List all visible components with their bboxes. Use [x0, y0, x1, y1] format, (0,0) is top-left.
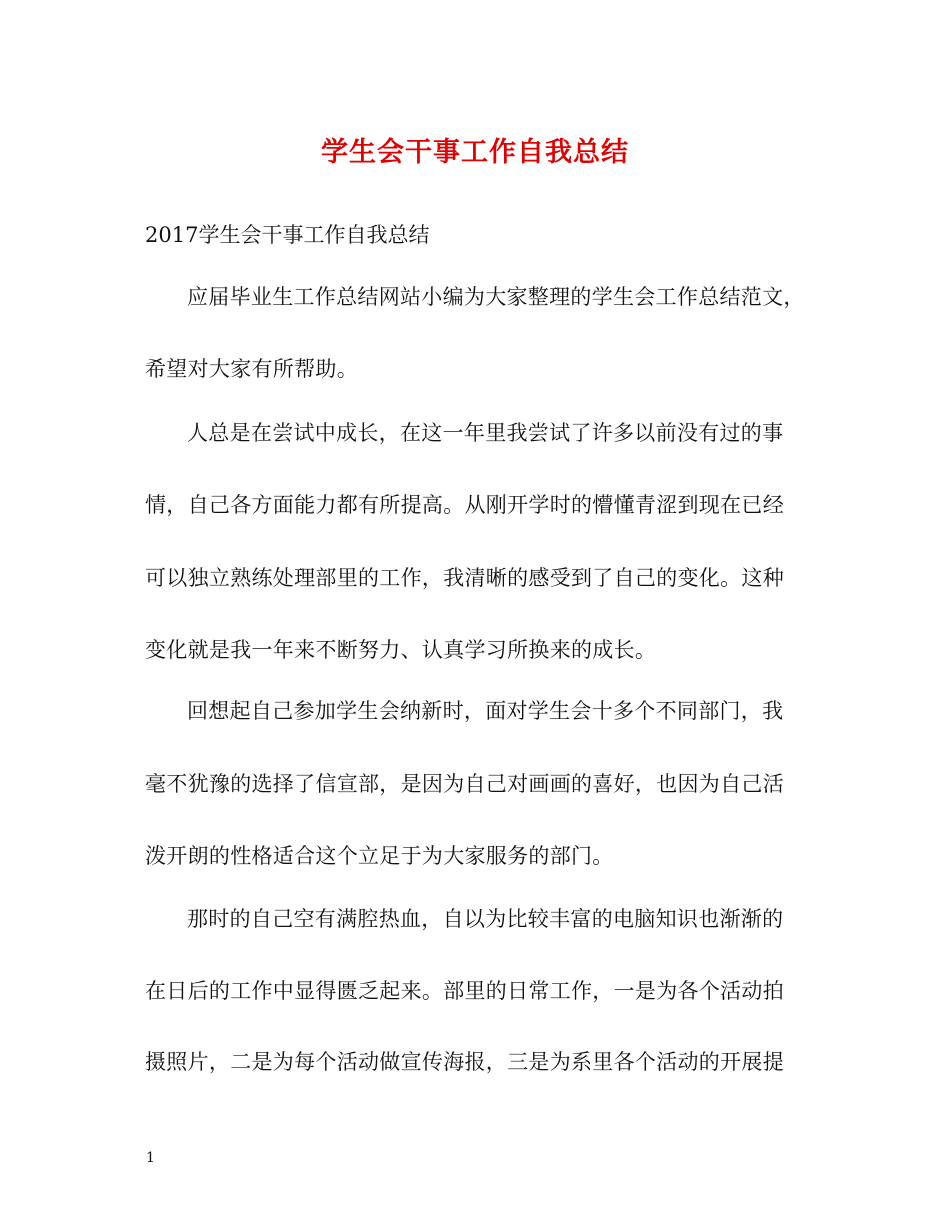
paragraph-line: 那时的自己空有满腔热血，自以为比较丰富的电脑知识也渐渐的 — [187, 907, 784, 931]
page-number: 1 — [146, 1150, 155, 1166]
document-subtitle: 2017学生会干事工作自我总结 — [145, 223, 430, 247]
document-title: 学生会干事工作自我总结 — [321, 137, 629, 168]
paragraph-line: 摄照片，二是为每个活动做宣传海报，三是为系里各个活动的开展提 — [145, 1050, 784, 1074]
paragraph-line: 变化就是我一年来不断努力、认真学习所换来的成长。 — [145, 638, 657, 662]
paragraph-line: 人总是在尝试中成长，在这一年里我尝试了许多以前没有过的事 — [187, 421, 784, 445]
paragraph-line: 在日后的工作中显得匮乏起来。部里的日常工作，一是为各个活动拍 — [145, 979, 784, 1003]
paragraph-line: 可以独立熟练处理部里的工作，我清晰的感受到了自己的变化。这种 — [145, 566, 784, 590]
paragraph-line: 情，自己各方面能力都有所提高。从刚开学时的懵懂青涩到现在已经 — [145, 493, 784, 517]
paragraph-line: 泼开朗的性格适合这个立足于为大家服务的部门。 — [145, 844, 614, 868]
paragraph-line: 应届毕业生工作总结网站小编为大家整理的学生会工作总结范文， — [187, 285, 805, 309]
paragraph-line: 毫不犹豫的选择了信宣部，是因为自己对画画的喜好，也因为自己活 — [145, 772, 784, 796]
paragraph-line: 希望对大家有所帮助。 — [145, 357, 358, 381]
paragraph-line: 回想起自己参加学生会纳新时，面对学生会十多个不同部门，我 — [187, 699, 784, 723]
